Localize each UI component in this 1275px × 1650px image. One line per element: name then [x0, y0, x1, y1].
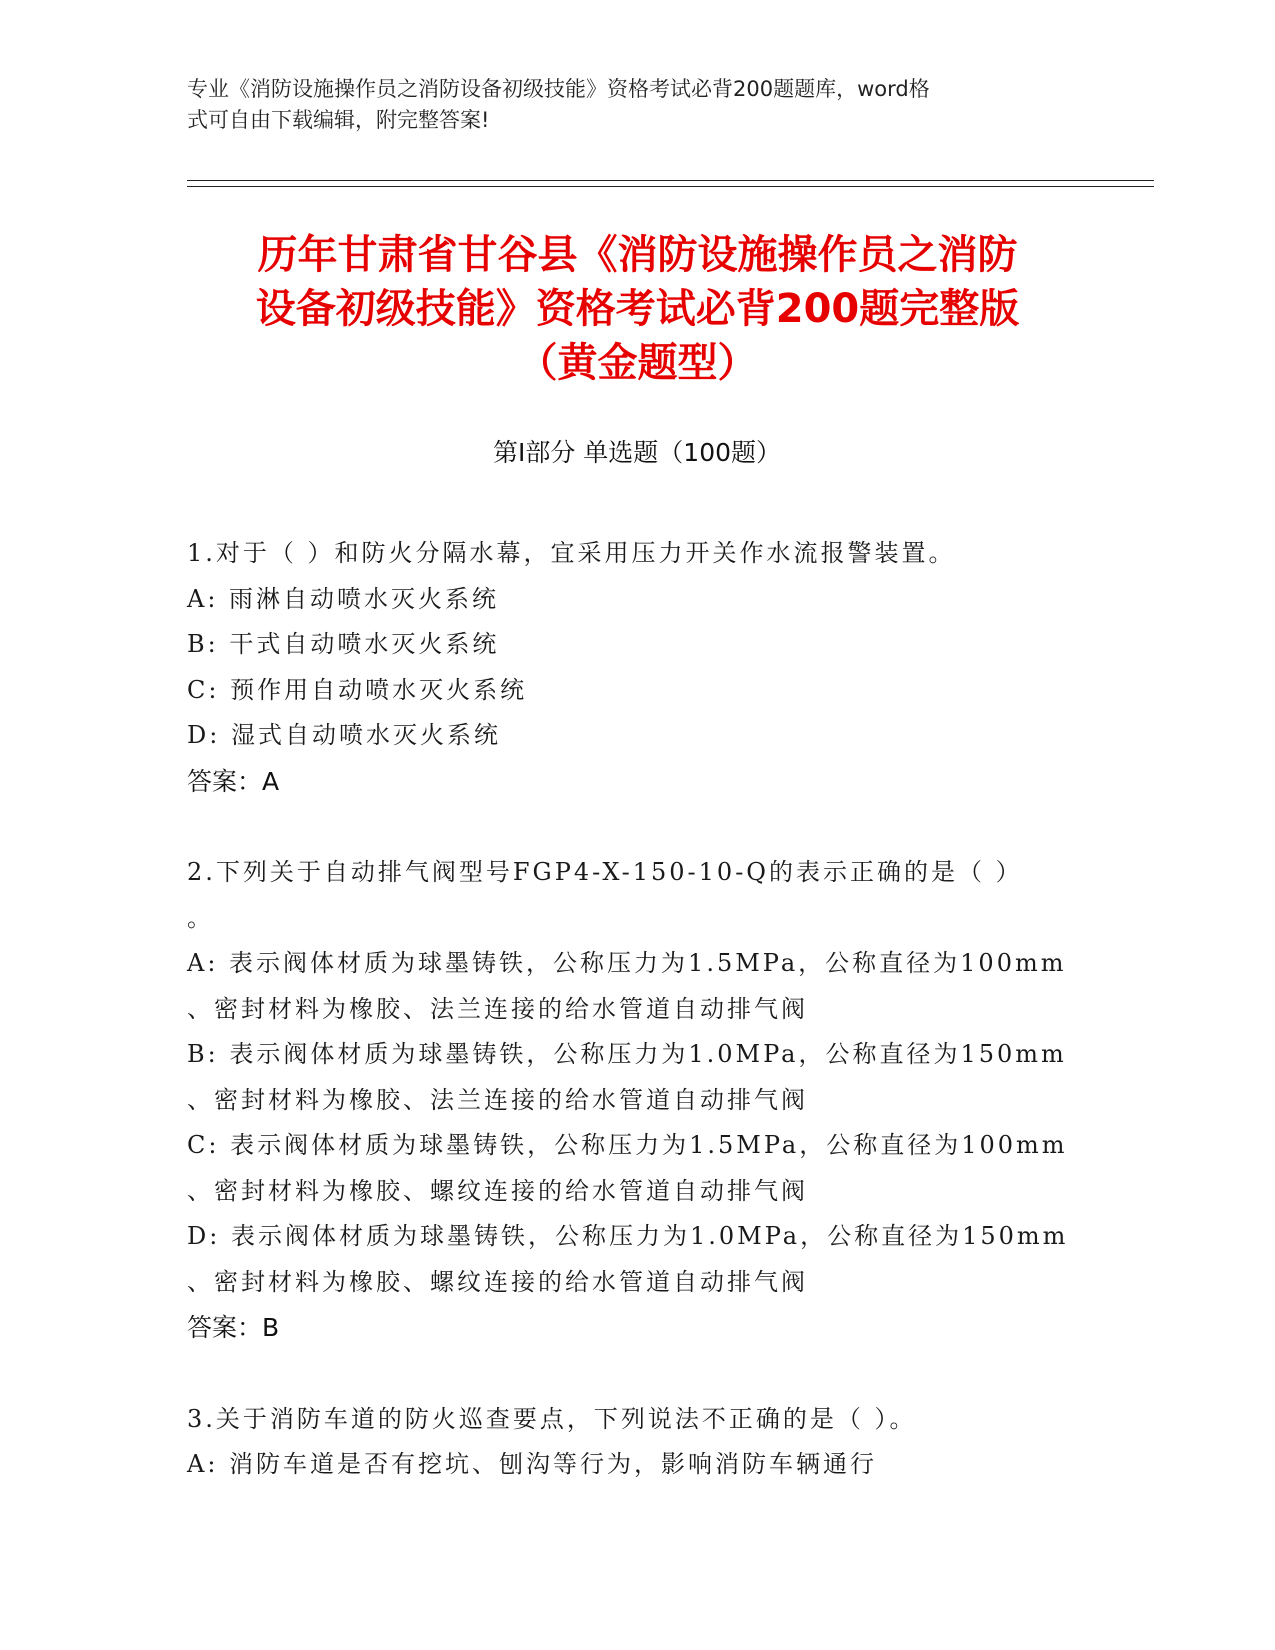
option-a: A: 消防车道是否有挖坑、刨沟等行为，影响消防车辆通行 — [187, 1450, 878, 1478]
header-note-line: 式可自由下载编辑，附完整答案! — [187, 108, 490, 132]
title-line: （黄金题型） — [517, 340, 758, 386]
option-b: B: 干式自动喷水灭火系统 — [187, 630, 500, 658]
question-stem: 3.关于消防车道的防火巡查要点，下列说法不正确的是（ ）。 — [187, 1404, 917, 1433]
header-divider-top — [187, 180, 1154, 181]
question-3 — [187, 1397, 1087, 1488]
question-list — [187, 531, 1087, 1534]
option-d: D: 湿式自动喷水灭火系统 — [187, 721, 501, 749]
option-d-continued: 、密封材料为橡胶、螺纹连接的给水管道自动排气阀 — [187, 1267, 808, 1296]
option-c: C: 表示阀体材质为球墨铸铁，公称压力为1.5MPa，公称直径为100mm — [187, 1131, 1068, 1159]
title-line: 历年甘肃省甘谷县《消防设施操作员之消防 — [257, 232, 1018, 278]
section-heading: 第I部分 单选题（100题） — [492, 438, 782, 467]
question-1 — [187, 531, 1087, 804]
header-note — [187, 74, 1067, 136]
question-stem: 1.对于（ ）和防火分隔水幕，宜采用压力开关作水流报警装置。 — [187, 539, 956, 567]
answer: 答案：B — [187, 1313, 280, 1342]
option-d: D: 表示阀体材质为球墨铸铁，公称压力为1.0MPa，公称直径为150mm — [187, 1222, 1069, 1250]
answer: 答案：A — [187, 766, 280, 796]
option-a: A: 表示阀体材质为球墨铸铁，公称压力为1.5MPa，公称直径为100mm — [187, 949, 1067, 977]
option-a: A: 雨淋自动喷水灭火系统 — [187, 584, 500, 613]
question-2 — [187, 850, 1087, 1351]
question-stem: 2.下列关于自动排气阀型号FGP4-X-150-10-Q的表示正确的是（ ） — [187, 858, 1023, 886]
option-a-continued: 、密封材料为橡胶、法兰连接的给水管道自动排气阀 — [187, 994, 808, 1023]
option-c-continued: 、密封材料为橡胶、螺纹连接的给水管道自动排气阀 — [187, 1176, 808, 1205]
header-note-line: 专业《消防设施操作员之消防设备初级技能》资格考试必背200题题库，word格 — [187, 77, 930, 101]
document-title — [150, 228, 1125, 390]
option-c: C: 预作用自动喷水灭火系统 — [187, 675, 528, 704]
title-line: 设备初级技能》资格考试必背200题完整版 — [255, 286, 1020, 332]
option-b: B: 表示阀体材质为球墨铸铁，公称压力为1.0MPa，公称直径为150mm — [187, 1040, 1067, 1068]
header-divider-bottom — [187, 186, 1154, 187]
question-stem-continued: 。 — [187, 903, 214, 932]
option-b-continued: 、密封材料为橡胶、法兰连接的给水管道自动排气阀 — [187, 1085, 808, 1114]
